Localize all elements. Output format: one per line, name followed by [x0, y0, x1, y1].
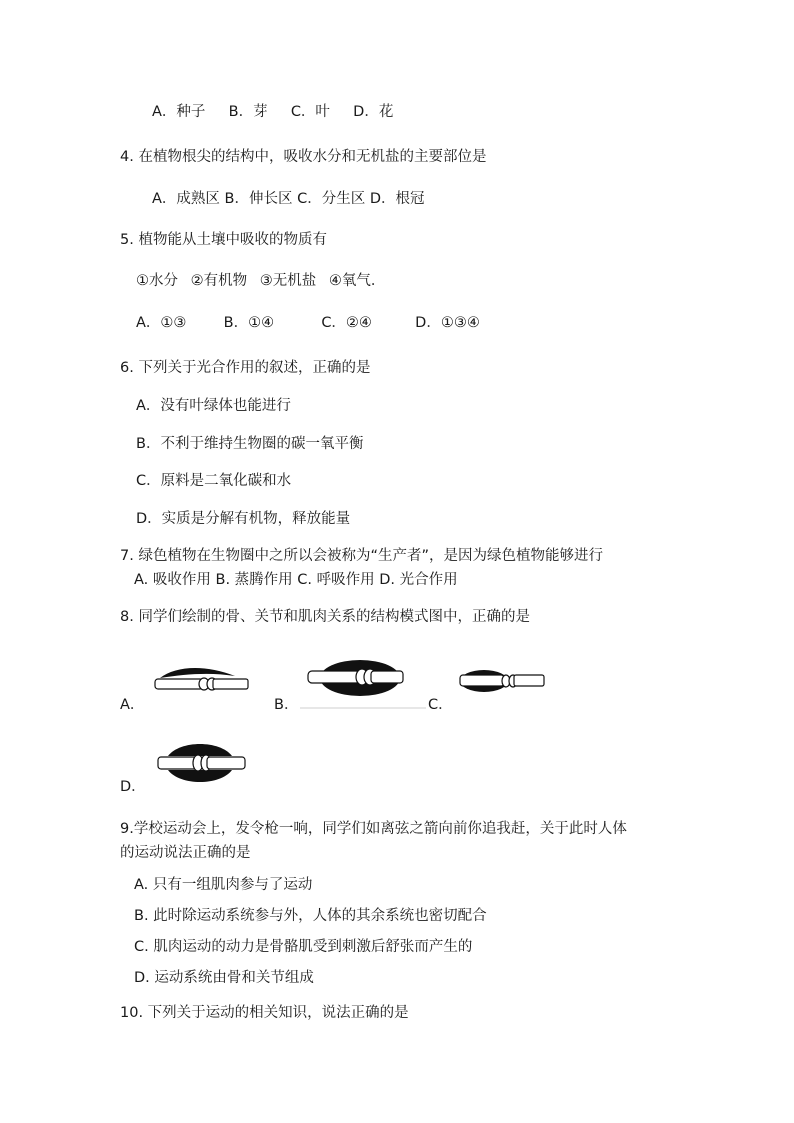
q8-number: 8.	[120, 609, 134, 625]
bone-joint-muscle-diagram-d	[150, 742, 250, 784]
q9-option-a: A. 只有一组肌肉参与了运动	[134, 877, 313, 893]
q4-option-c: C．分生区	[297, 191, 366, 207]
q5-stem	[120, 231, 327, 249]
q4-option-d: D．根冠	[369, 191, 425, 207]
q4-number: 4.	[120, 149, 134, 165]
q8-figure-c	[456, 664, 548, 698]
q5-number: 5.	[120, 232, 134, 248]
q4-stem	[120, 148, 486, 166]
q7-number: 7.	[120, 548, 134, 564]
q3-options	[152, 103, 393, 121]
q5-options	[136, 314, 480, 332]
q8-figure-a	[150, 664, 250, 700]
q8-label-c: C．	[428, 697, 453, 713]
q6-option-d: D．实质是分解有机物，释放能量	[136, 511, 351, 527]
q6-number: 6.	[120, 360, 134, 376]
q7-option-c: C. 呼吸作用	[297, 572, 375, 588]
q6-option-b: B．不利于维持生物圈的碳一氧平衡	[136, 436, 364, 452]
q4-options	[152, 190, 425, 208]
q9-stem-line1	[120, 820, 627, 838]
q6-option-a: A．没有叶绿体也能进行	[136, 398, 291, 414]
q8-label-b: B．	[274, 697, 299, 713]
q6-option-c: C．原料是二氧化碳和水	[136, 473, 292, 489]
q8-label-a: A．	[120, 697, 145, 713]
q7-option-a: A. 吸收作用	[134, 572, 211, 588]
q3-option-a: A．种子	[152, 104, 206, 120]
q3-option-b: B．芽	[228, 104, 268, 120]
bone-joint-muscle-diagram-c	[456, 664, 548, 698]
q8-figure-b	[298, 656, 428, 712]
q3-option-d: D．花	[353, 104, 394, 120]
q8-text: 同学们绘制的骨、关节和肌肉关系的结构模式图中，正确的是	[138, 609, 530, 625]
q5-option-b: B．①④	[223, 315, 275, 331]
q5-option-c: C．②④	[321, 315, 372, 331]
q5-option-d: D．①③④	[415, 315, 480, 331]
q3-option-c: C．叶	[290, 104, 330, 120]
q5-items: ①水分 ②有机物 ③无机盐 ④氧气．	[136, 273, 386, 289]
q6-text: 下列关于光合作用的叙述，正确的是	[138, 360, 371, 376]
bone-joint-muscle-diagram-a	[150, 664, 250, 700]
q7-stem	[120, 547, 603, 565]
q8-stem	[120, 608, 530, 626]
q9-option-c: C. 肌肉运动的动力是骨骼肌受到刺激后舒张而产生的	[134, 939, 473, 955]
q4-option-a: A．成熟区	[152, 191, 220, 207]
q8-figure-d	[150, 742, 250, 784]
q4-text: 在植物根尖的结构中，吸收水分和无机盐的主要部位是	[138, 149, 487, 165]
q9-text-line1: 学校运动会上，发令枪一响，同学们如离弦之箭向前你追我赶，关于此时人体	[133, 821, 627, 837]
q9-number: 9.	[120, 821, 134, 837]
q4-option-b: B．伸长区	[224, 191, 293, 207]
q8-label-d: D．	[120, 779, 146, 795]
q10-text: 下列关于运动的相关知识，说法正确的是	[147, 1005, 409, 1021]
q7-option-d: D. 光合作用	[379, 572, 458, 588]
q6-stem	[120, 359, 370, 377]
q9-option-d: D. 运动系统由骨和关节组成	[134, 970, 314, 986]
q5-option-a: A．①③	[136, 315, 187, 331]
q9-option-b: B. 此时除运动系统参与外，人体的其余系统也密切配合	[134, 908, 487, 924]
q5-text: 植物能从土壤中吸收的物质有	[138, 232, 327, 248]
q7-option-b: B. 蒸腾作用	[215, 572, 293, 588]
q7-text: 绿色植物在生物圈中之所以会被称为“生产者”，是因为绿色植物能够进行	[138, 548, 603, 564]
q10-stem	[120, 1004, 409, 1022]
bone-joint-muscle-diagram-b	[298, 656, 428, 712]
q7-options	[134, 571, 458, 589]
q9-stem-line2: 的运动说法正确的是	[120, 845, 251, 861]
q10-number: 10.	[120, 1005, 144, 1021]
